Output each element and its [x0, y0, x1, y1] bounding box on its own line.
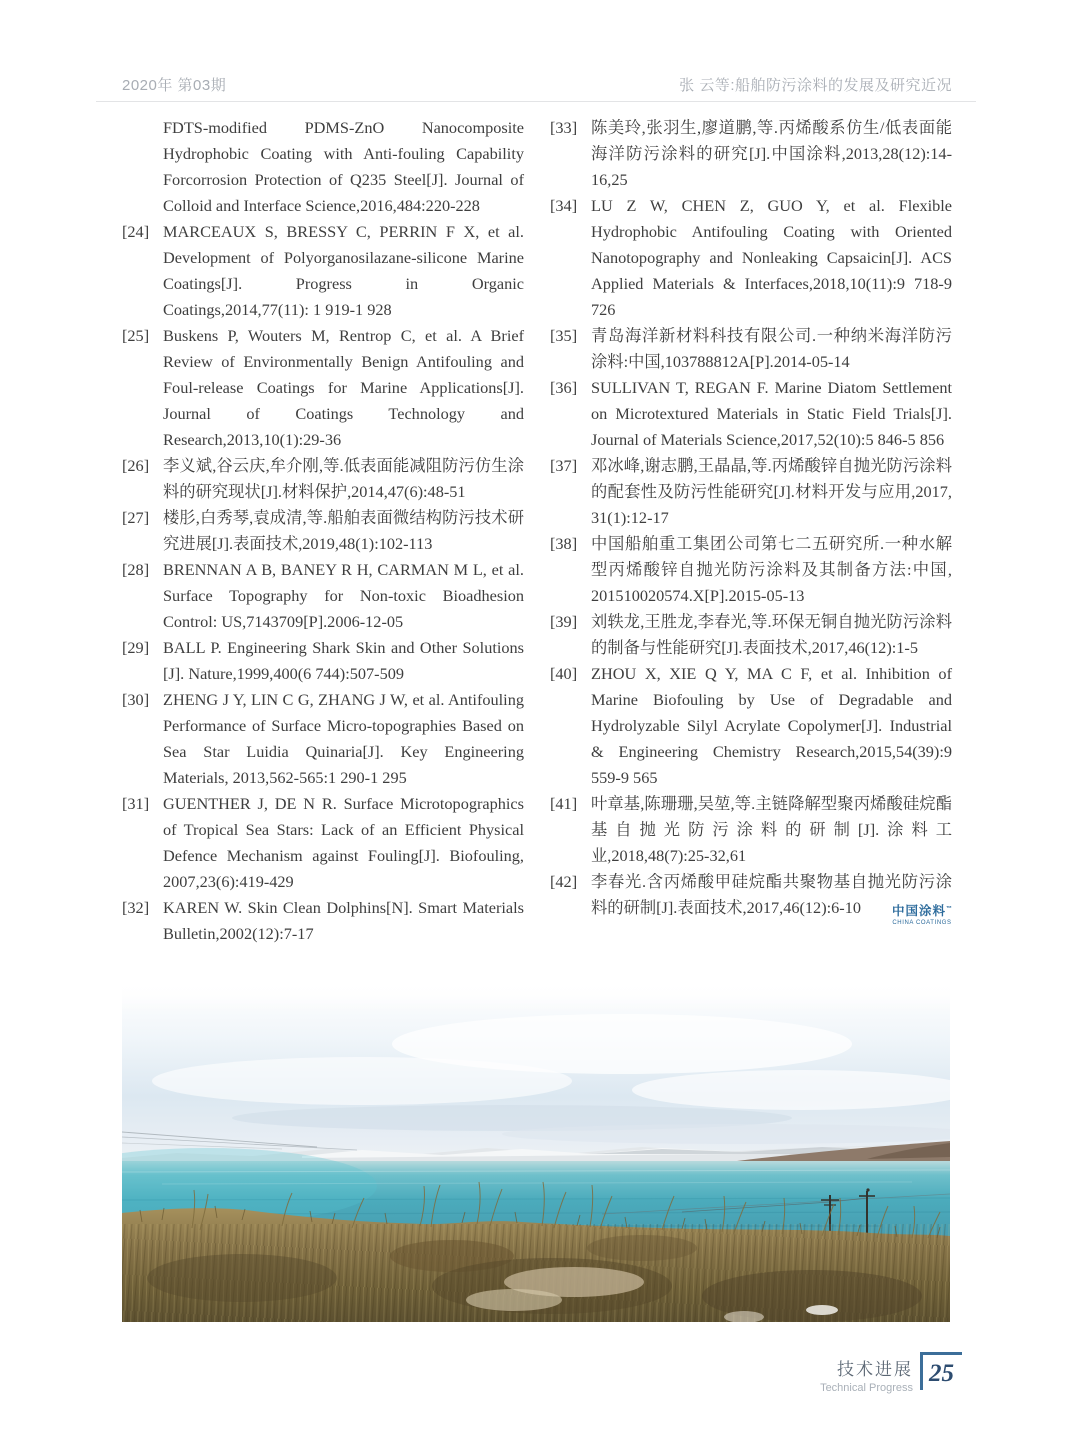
footer-section-en: Technical Progress [820, 1382, 913, 1394]
page-number-box [920, 1352, 962, 1390]
reference-item [122, 219, 524, 323]
reference-item [550, 115, 952, 193]
reference-number: [25] [122, 326, 150, 345]
reference-number: [38] [550, 534, 578, 553]
reference-number: [42] [550, 872, 578, 891]
reference-number: [34] [550, 196, 578, 215]
reference-number: [32] [122, 898, 150, 917]
footer-section-labels [820, 1355, 913, 1394]
reference-text: 叶章基,陈珊珊,吴堃,等.主链降解型聚丙烯酸硅烷酯基自抛光防污涂料的研制[J].涂料工业,2018,48(7):25-32,61 [591, 794, 952, 865]
reference-item [550, 323, 952, 375]
reference-item [122, 791, 524, 895]
reference-text: 李义斌,谷云庆,牟介刚,等.低表面能减阻防污仿生涂料的研究现状[J].材料保护,2014,47(6):48-51 [163, 456, 524, 501]
reference-item [122, 505, 524, 557]
trademark-symbol: ™ [946, 905, 952, 912]
reference-number: [35] [550, 326, 578, 345]
reference-text: 陈美玲,张羽生,廖道鹏,等.丙烯酸系仿生/低表面能海洋防污涂料的研究[J].中国涂料,2013,28(12):14-16,25 [591, 118, 952, 189]
reference-number: [29] [122, 638, 150, 657]
reference-number: [40] [550, 664, 578, 683]
reference-item [122, 323, 524, 453]
reference-item [122, 635, 524, 687]
reference-item [122, 687, 524, 791]
reference-item [122, 557, 524, 635]
reference-text: LU Z W, CHEN Z, GUO Y, et al. Flexible Hydrophobic Antifouling Coating with Oriented Nanotopography and Nonleaking Capsaicin[J]. ACS Applied Materials & Interfaces,2018,10(11):9 718-9 726 [591, 196, 952, 319]
reference-number: [24] [122, 222, 150, 241]
reference-number: [27] [122, 508, 150, 527]
reference-number: [37] [550, 456, 578, 475]
reference-text: GUENTHER J, DE N R. Surface Microtopographics of Tropical Sea Stars: Lack of an Efficient Physical Defence Mechanism against Fouling[J]. Biofouling, 2007,23(6):419-429 [163, 794, 524, 891]
reference-text: Buskens P, Wouters M, Rentrop C, et al. A Brief Review of Environmentally Benign Antifouling and Foul-release Coatings for Marine Applications[J]. Journal of Coatings Technology and Research,2013,10(1):29-36 [163, 326, 524, 449]
reference-item [122, 115, 524, 219]
reference-text: 楼肜,白秀琴,袁成清,等.船舶表面微结构防污技术研究进展[J].表面技术,2019,48(1):102-113 [163, 508, 524, 553]
footer-section-cn: 技术进展 [837, 1360, 913, 1379]
reference-text: ZHOU X, XIE Q Y, MA C F, et al. Inhibition of Marine Biofouling by Use of Degradable and Hydrolyzable Silyl Acrylate Copolymer[J]. Industrial & Engineering Chemistry Research,2015,54(39):9 559-9 565 [591, 664, 952, 787]
header-article-title: 张 云等:船舶防污涂料的发展及研究近况 [679, 77, 952, 94]
reference-text: FDTS-modified PDMS-ZnO Nanocomposite Hydrophobic Coating with Anti-fouling Capability Forcorrosion Protection of Q235 Steel[J]. Journal of Colloid and Interface Science,2016,484:220-228 [163, 118, 524, 215]
reference-number: [31] [122, 794, 150, 813]
reference-item [122, 895, 524, 947]
reference-text: MARCEAUX S, BRESSY C, PERRIN F X, et al. Development of Polyorganosilazane-silicone Marine Coatings[J]. Progress in Organic Coatings,2014,77(11): 1 919-1 928 [163, 222, 524, 319]
page-footer [820, 1352, 962, 1394]
references-section [122, 115, 952, 947]
reference-text: 青岛海洋新材料科技有限公司.一种纳米海洋防污涂料:中国,103788812A[P].2014-05-14 [591, 326, 952, 371]
reference-item [550, 661, 952, 791]
references-column-right [550, 115, 952, 947]
reference-text: BRENNAN A B, BANEY R H, CARMAN M L, et al. Surface Topography for Non-toxic Bioadhesion Control: US,7143709[P].2006-12-05 [163, 560, 524, 631]
reference-text: 邓冰峰,谢志鹏,王晶晶,等.丙烯酸锌自抛光防污涂料的配套性及防污性能研究[J].材料开发与应用,2017, 31(1):12-17 [591, 456, 952, 527]
reference-text: ZHENG J Y, LIN C G, ZHANG J W, et al. Antifouling Performance of Surface Micro-topographies Based on Sea Star Luidia Quinaria[J]. Key Engineering Materials, 2013,562-565:1 290-1 295 [163, 690, 524, 787]
reference-number: [39] [550, 612, 578, 631]
landscape-photo [122, 986, 950, 1322]
reference-item [550, 375, 952, 453]
reference-text: KAREN W. Skin Clean Dolphins[N]. Smart Materials Bulletin,2002(12):7-17 [163, 898, 524, 943]
reference-number: [41] [550, 794, 578, 813]
reference-item [550, 453, 952, 531]
reference-number: [33] [550, 118, 578, 137]
page-number: 25 [929, 1359, 954, 1387]
reference-item [550, 791, 952, 869]
reference-text: 李春光.含丙烯酸甲硅烷酯共聚物基自抛光防污涂料的研制[J].表面技术,2017,46(12):6-10 [591, 872, 952, 917]
lake-landscape-illustration [122, 986, 950, 1322]
reference-number [122, 115, 163, 219]
reference-number: [36] [550, 378, 578, 397]
reference-item [550, 531, 952, 609]
page-header [122, 74, 952, 95]
reference-text: 中国船舶重工集团公司第七二五研究所.一种水解型丙烯酸锌自抛光防污涂料及其制备方法:中国, 201510020574.X[P].2015-05-13 [591, 534, 952, 605]
logo-title: 中国涂料™ [891, 904, 952, 918]
reference-text: 刘轶龙,王胜龙,李春光,等.环保无铜自抛光防污涂料的制备与性能研究[J].表面技术,2017,46(12):1-5 [591, 612, 952, 657]
reference-number: [30] [122, 690, 150, 709]
references-column-left [122, 115, 524, 947]
reference-number: [26] [122, 456, 150, 475]
header-divider [96, 101, 976, 102]
reference-item [550, 609, 952, 661]
reference-text: BALL P. Engineering Shark Skin and Other Solutions [J]. Nature,1999,400(6 744):507-509 [163, 638, 524, 683]
reference-item [550, 193, 952, 323]
header-issue: 2020年 第03期 [122, 77, 227, 94]
logo-subtitle: CHINA COATINGS [892, 920, 952, 926]
china-coatings-logo [888, 901, 956, 926]
reference-text: SULLIVAN T, REGAN F. Marine Diatom Settlement on Microtextured Materials in Static Field Trials[J]. Journal of Materials Science,2017,52(10):5 846-5 856 [591, 378, 952, 449]
reference-item [122, 453, 524, 505]
reference-number: [28] [122, 560, 150, 579]
